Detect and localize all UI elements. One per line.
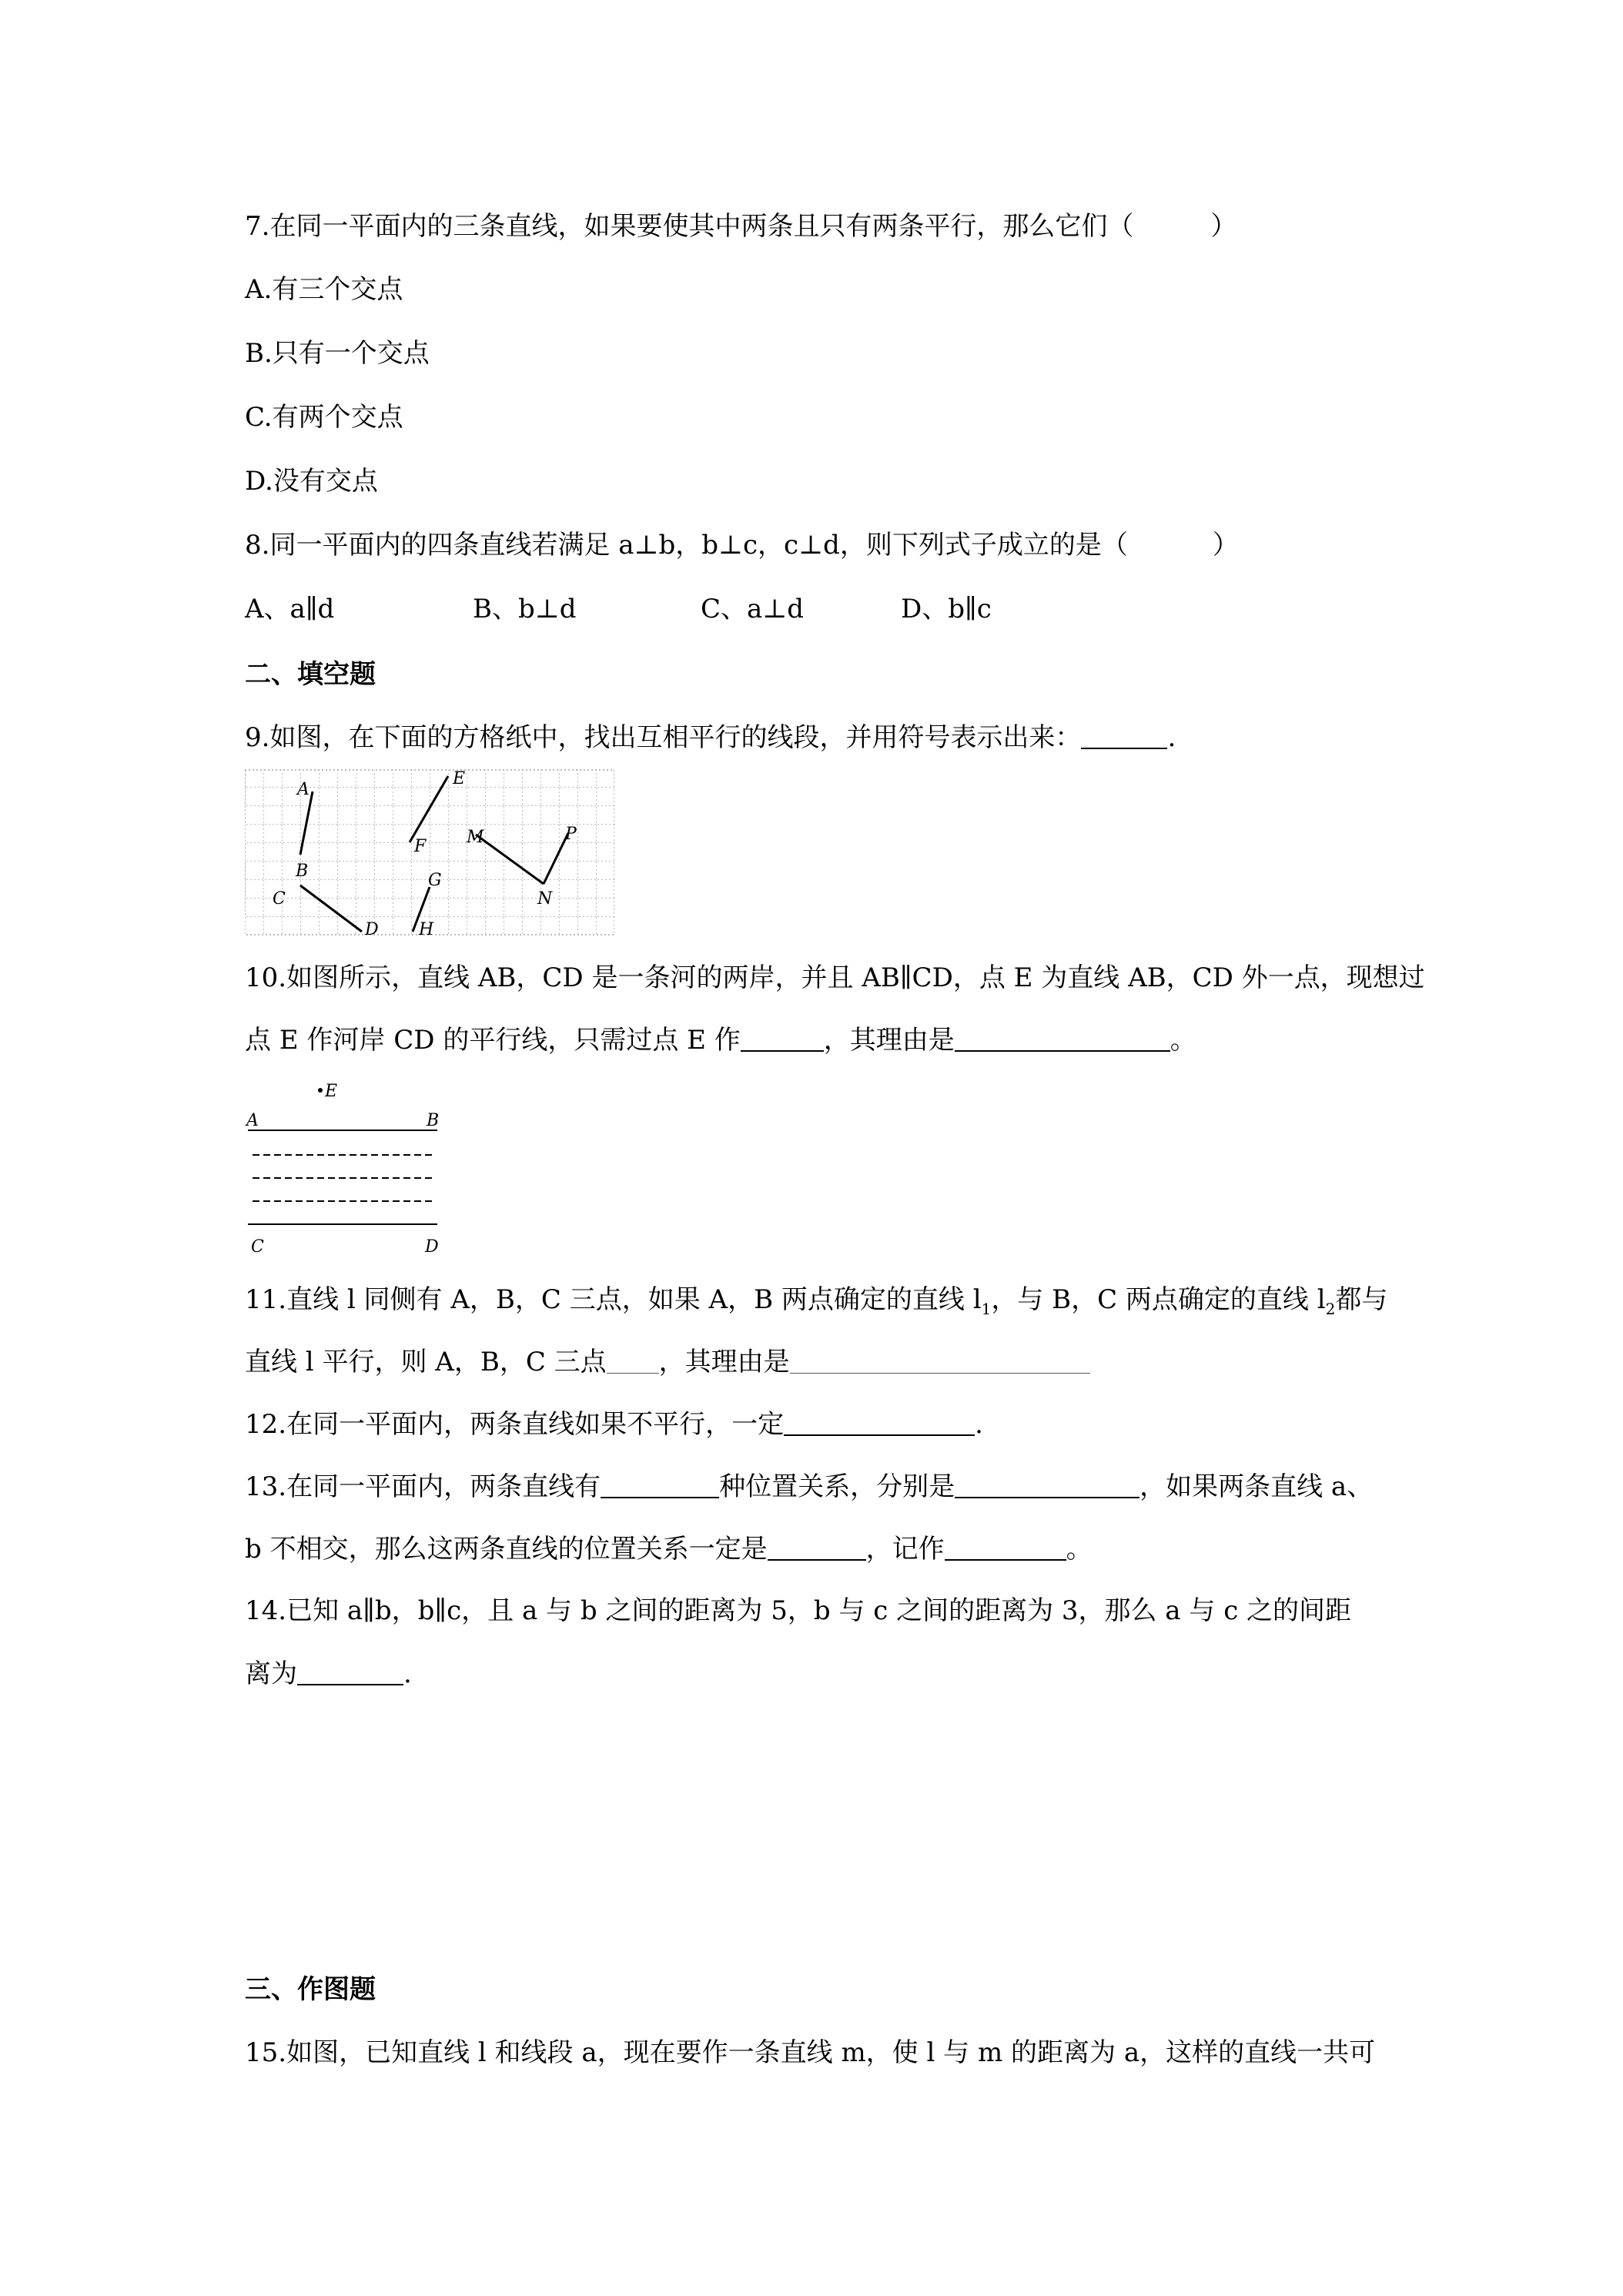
label-d: D — [365, 920, 379, 936]
label-p: P — [565, 825, 577, 844]
q8-stem: 8.同一平面内的四条直线若满足 a⊥b，b⊥c，c⊥d，则下列式子成立的是（ ） — [245, 530, 1239, 561]
label-a: A — [246, 1111, 259, 1130]
section-heading-drawing: 三、作图题 — [245, 1974, 376, 2005]
q8-options — [245, 591, 992, 628]
q11-line1: 11.直线 l 同侧有 A，B，C 三点，如果 A，B 两点确定的直线 $l_1$，与 B，C 两点确定的直线 $l_2$都与 — [245, 1284, 1388, 1318]
label-m: M — [467, 828, 484, 847]
q8-option-b: B、b⊥d — [473, 594, 577, 624]
q9-answer-blank[interactable] — [1081, 721, 1167, 749]
q7-option-b: B.只有一个交点 — [245, 338, 430, 369]
q15-line1: 15.如图，已知直线 l 和线段 a，现在要作一条直线 m，使 l 与 m 的距离为 a，这样的直线一共可 — [245, 2037, 1376, 2068]
q13-line2: b 不相交，那么这两条直线的位置关系一定是 ，记作 。 — [245, 1534, 1093, 1565]
label-n: N — [537, 889, 553, 909]
q7-option-c: C.有两个交点 — [245, 402, 403, 433]
q10-line2: 点 E 作河岸 CD 的平行线，只需过点 E 作 ，其理由是 。 — [245, 1025, 1196, 1056]
label-h: H — [419, 920, 434, 936]
label-f: F — [414, 837, 427, 856]
q8-option-c: C、a⊥d — [701, 594, 805, 624]
label-d: D — [425, 1237, 439, 1257]
q7-option-d: D.没有交点 — [245, 466, 378, 497]
q13-line1: 13.在同一平面内，两条直线有 种位置关系，分别是 ，如果两条直线 a、 — [245, 1471, 1374, 1502]
q11-answer-blank-2[interactable] — [790, 1347, 1090, 1374]
q11-answer-blank-1[interactable] — [607, 1347, 659, 1374]
q10-line1: 10.如图所示，直线 AB，CD 是一条河的两岸，并且 AB∥CD，点 E 为直线 AB，CD 外一点，现想过 — [245, 962, 1425, 993]
label-a: A — [297, 780, 310, 799]
q7-stem: 7.在同一平面内的三条直线，如果要使其中两条且只有两条平行，那么它们（ ） — [245, 211, 1237, 242]
q13-answer-blank-1[interactable] — [601, 1471, 719, 1498]
q13-answer-blank-2[interactable] — [955, 1471, 1139, 1498]
label-b: B — [427, 1111, 440, 1130]
label-b: B — [296, 862, 309, 881]
label-c: C — [273, 889, 286, 909]
q10-river-figure — [245, 1081, 445, 1266]
label-c: C — [251, 1237, 264, 1257]
q14-line1: 14.已知 a∥b，b∥c，且 a 与 b 之间的距离为 5，b 与 c 之间的距离为 3，那么 a 与 c 之的间距 — [245, 1595, 1352, 1626]
q13-answer-blank-3[interactable] — [768, 1533, 866, 1561]
q14-line2: 离为 . — [245, 1658, 412, 1689]
q7-option-a: A.有三个交点 — [245, 274, 403, 305]
q9-grid-figure — [245, 768, 614, 936]
q12: 12.在同一平面内，两条直线如果不平行，一定 . — [245, 1409, 983, 1440]
q12-answer-blank[interactable] — [784, 1408, 975, 1436]
q11-line2: 直线 l 平行，则 A，B，C 三点 ，其理由是 — [245, 1344, 1090, 1381]
label-g: G — [428, 871, 442, 890]
q8-option-a: A、a∥d — [245, 594, 335, 624]
q13-answer-blank-4[interactable] — [945, 1533, 1066, 1561]
label-e: E — [325, 1082, 338, 1101]
section-heading-fill-in: 二、填空题 — [245, 659, 376, 690]
q10-answer-blank-2[interactable] — [955, 1024, 1170, 1052]
point-e — [318, 1088, 323, 1093]
q8-option-d: D、b∥c — [901, 594, 992, 624]
q9-text: 9.如图，在下面的方格纸中，找出互相平行的线段，并用符号表示出来： . — [245, 722, 1176, 753]
q10-answer-blank-1[interactable] — [741, 1024, 824, 1052]
label-e: E — [453, 769, 466, 788]
q14-answer-blank[interactable] — [297, 1658, 403, 1685]
